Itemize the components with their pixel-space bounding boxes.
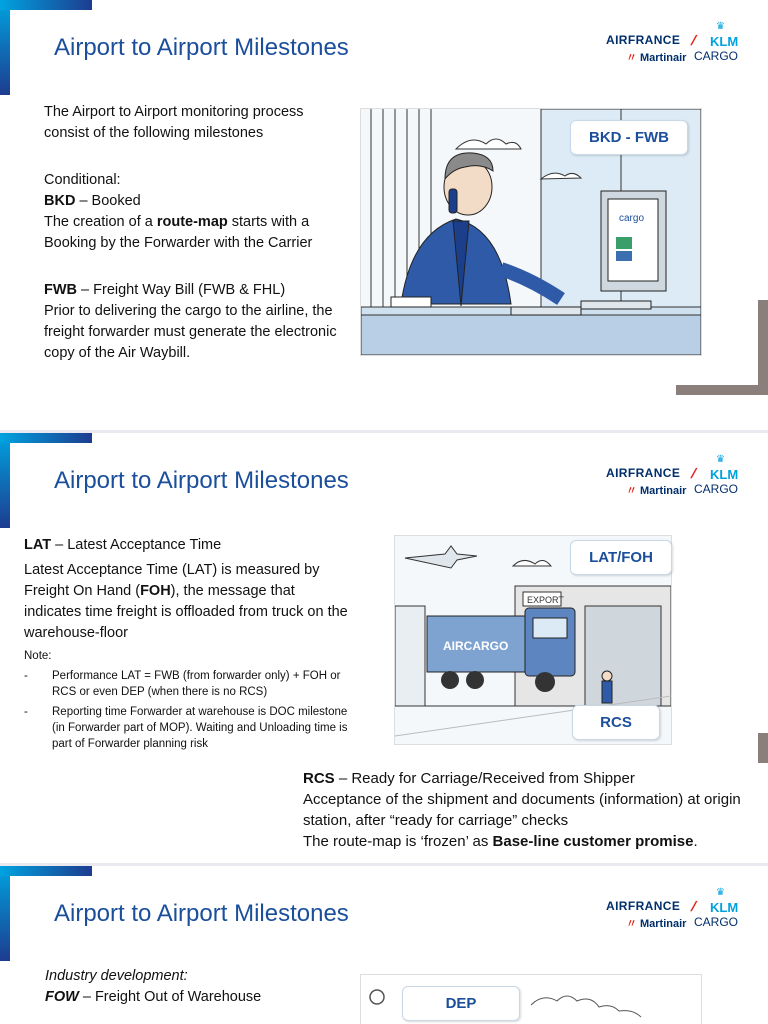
fwb-description: Prior to delivering the cargo to the airline, the freight forwarder must generate the electronic copy of the Air Waybill. bbox=[44, 303, 337, 361]
note-label: Note: bbox=[24, 650, 52, 662]
bkd-heading: BKD – Booked bbox=[44, 193, 141, 209]
logo-cargo: CARGO bbox=[694, 915, 739, 929]
logo-martinair: 〃 Martinair bbox=[626, 485, 687, 497]
fwb-heading: FWB – Freight Way Bill (FWB & FHL) bbox=[44, 282, 286, 298]
logo-stripe-icon: / bbox=[689, 898, 699, 914]
accent-bar-horizontal bbox=[0, 866, 92, 876]
logo-klm: KLM bbox=[710, 34, 739, 49]
industry-label: Industry development: bbox=[45, 968, 188, 984]
svg-text:EXPORT: EXPORT bbox=[527, 595, 564, 605]
fow-heading: FOW – Freight Out of Warehouse bbox=[45, 989, 262, 1005]
logo-klm: KLM bbox=[710, 900, 739, 915]
callout-lat-foh: LAT/FOH bbox=[570, 540, 672, 575]
svg-text:cargo: cargo bbox=[619, 213, 645, 224]
bkd-description: The creation of a route-map starts with a Booking by the Forwarder with the Carrier bbox=[44, 214, 313, 251]
slide2-text bbox=[24, 535, 354, 752]
accent-bar-horizontal bbox=[0, 0, 92, 10]
rcs-text bbox=[303, 768, 763, 852]
logo-stripe-icon: / bbox=[689, 465, 699, 481]
decorative-corner-vertical bbox=[758, 300, 768, 395]
accent-bar-vertical bbox=[0, 0, 10, 95]
slide-title: Airport to Airport Milestones bbox=[54, 34, 349, 61]
logo-cargo: CARGO bbox=[694, 482, 739, 496]
slide-1 bbox=[0, 0, 768, 430]
rcs-heading: RCS – Ready for Carriage/Received from Shipper bbox=[303, 770, 635, 787]
conditional-label: Conditional: bbox=[44, 172, 121, 188]
airfrance-klm-logo bbox=[606, 21, 746, 70]
slide1-text bbox=[44, 102, 349, 364]
logo-stripe-icon: / bbox=[689, 32, 699, 48]
rcs-description: Acceptance of the shipment and documents (information) at origin station, after “ready for carriage” checks bbox=[303, 791, 741, 829]
accent-bar-vertical bbox=[0, 866, 10, 961]
airfrance-klm-logo bbox=[606, 887, 746, 936]
logo-martinair: 〃 Martinair bbox=[626, 52, 687, 64]
slide-2 bbox=[0, 433, 768, 863]
logo-cargo: CARGO bbox=[694, 49, 739, 63]
note-item-1: - Performance LAT = FWB (from forwarder only) + FOH or RCS or even DEP (when there is no RCS) bbox=[24, 670, 341, 698]
slide-title: Airport to Airport Milestones bbox=[54, 900, 349, 927]
slide-title: Airport to Airport Milestones bbox=[54, 467, 349, 494]
logo-airfrance: AIRFRANCE bbox=[606, 466, 681, 480]
decorative-corner-horizontal bbox=[676, 385, 768, 395]
intro-text: The Airport to Airport monitoring process consist of the following milestones bbox=[44, 104, 304, 141]
logo-martinair: 〃 Martinair bbox=[626, 918, 687, 930]
lat-description: Latest Acceptance Time (LAT) is measured by Freight On Hand (FOH), the message that indicates time freight is offloaded from truck on the warehouse-floor bbox=[24, 562, 348, 641]
callout-bkd-fwb: BKD - FWB bbox=[570, 120, 688, 155]
airfrance-klm-logo bbox=[606, 454, 746, 503]
callout-dep: DEP bbox=[402, 986, 520, 1021]
lat-heading: LAT – Latest Acceptance Time bbox=[24, 537, 222, 553]
accent-bar-horizontal bbox=[0, 433, 92, 443]
klm-crown-icon: ♛ bbox=[716, 887, 725, 898]
rcs-frozen: The route-map is ‘frozen’ as Base-line customer promise. bbox=[303, 833, 698, 850]
logo-airfrance: AIRFRANCE bbox=[606, 33, 681, 47]
decorative-bar bbox=[758, 733, 768, 763]
note-item-2: - Reporting time Forwarder at warehouse is DOC milestone (in Forwarder part of MOP). Waiting and Unloading time is part of Forwarder planning risk bbox=[24, 706, 348, 750]
klm-crown-icon: ♛ bbox=[716, 21, 725, 32]
logo-klm: KLM bbox=[710, 467, 739, 482]
slide3-text bbox=[45, 966, 345, 1008]
svg-text:AIRCARGO: AIRCARGO bbox=[443, 639, 509, 653]
klm-crown-icon: ♛ bbox=[716, 454, 725, 465]
slide-3 bbox=[0, 866, 768, 1024]
logo-airfrance: AIRFRANCE bbox=[606, 899, 681, 913]
callout-rcs: RCS bbox=[572, 705, 660, 740]
accent-bar-vertical bbox=[0, 433, 10, 528]
